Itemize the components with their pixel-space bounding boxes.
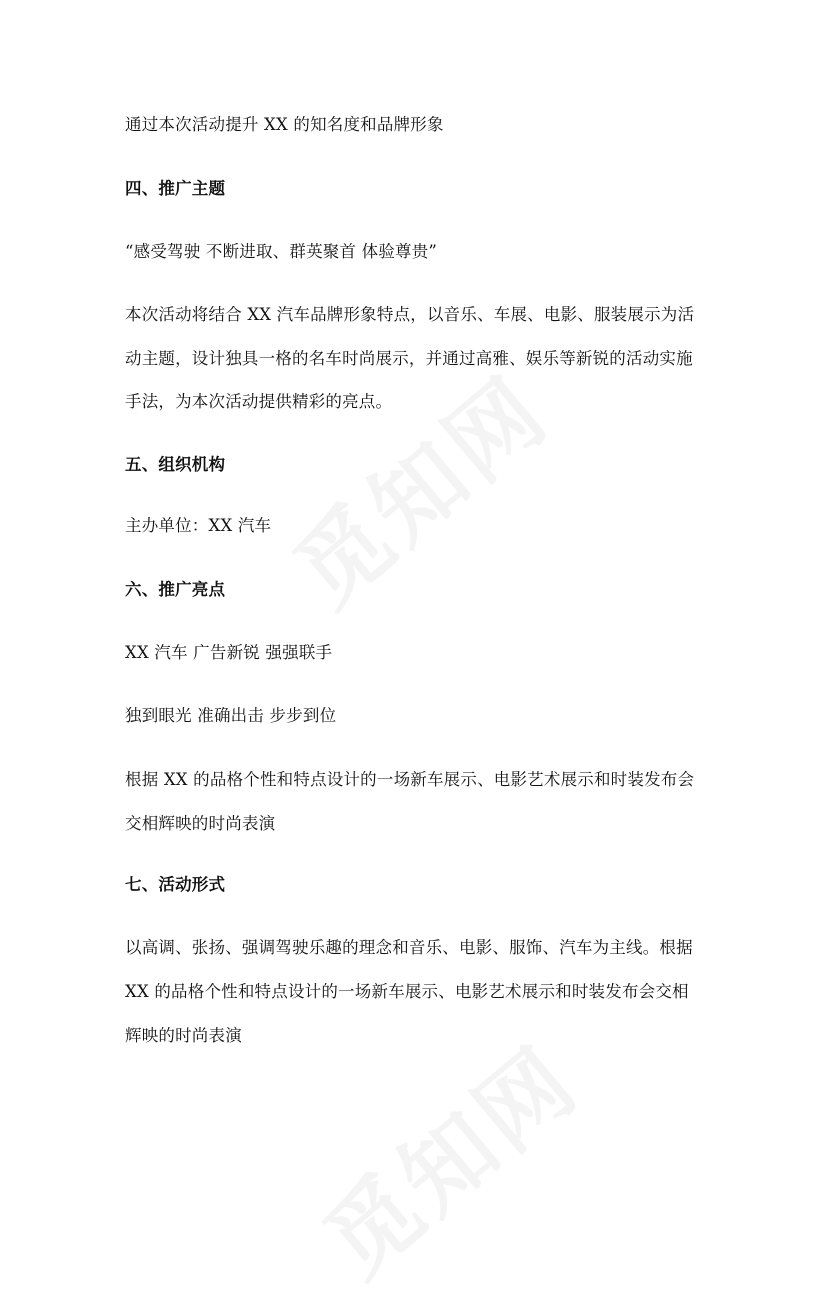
paragraph-line: “感受驾驶 不断进取、群英聚首 体验尊贵” — [125, 242, 438, 261]
paragraph-line: 手法，为本次活动提供精彩的亮点。 — [125, 392, 393, 411]
watermark — [262, 341, 572, 631]
paragraph-line: 动主题，设计独具一格的名车时尚展示，并通过高雅、娱乐等新锐的活动实施 — [125, 349, 693, 368]
section-heading-activity-format: 七、活动形式 — [125, 875, 226, 894]
paragraph-line: XX 的品格个性和特点设计的一场新车展示、电影艺术展示和时装发布会交相 — [125, 982, 689, 1001]
paragraph-line: XX 汽车 广告新锐 强强联手 — [125, 643, 333, 662]
section-heading-highlights: 六、推广亮点 — [125, 580, 226, 599]
paragraph-line: 根据 XX 的品格个性和特点设计的一场新车展示、电影艺术展示和时装发布会 — [125, 770, 695, 789]
section-heading-promotion-theme: 四、推广主题 — [125, 179, 226, 198]
paragraph-line: 以高调、张扬、强调驾驶乐趣的理念和音乐、电影、服饰、汽车为主线。根据 — [125, 938, 693, 957]
paragraph-line: 交相辉映的时尚表演 — [125, 814, 276, 833]
paragraph-line: 通过本次活动提升 XX 的知名度和品牌形象 — [125, 115, 444, 134]
paragraph-line: 主办单位：XX 汽车 — [125, 516, 272, 535]
paragraph-line: 辉映的时尚表演 — [125, 1026, 242, 1045]
section-heading-organization: 五、组织机构 — [125, 455, 226, 474]
paragraph-line: 本次活动将结合 XX 汽车品牌形象特点，以音乐、车展、电影、服装展示为活 — [125, 305, 695, 324]
watermark-bottom — [292, 1011, 602, 1301]
paragraph-line: 独到眼光 准确出击 步步到位 — [125, 706, 337, 725]
